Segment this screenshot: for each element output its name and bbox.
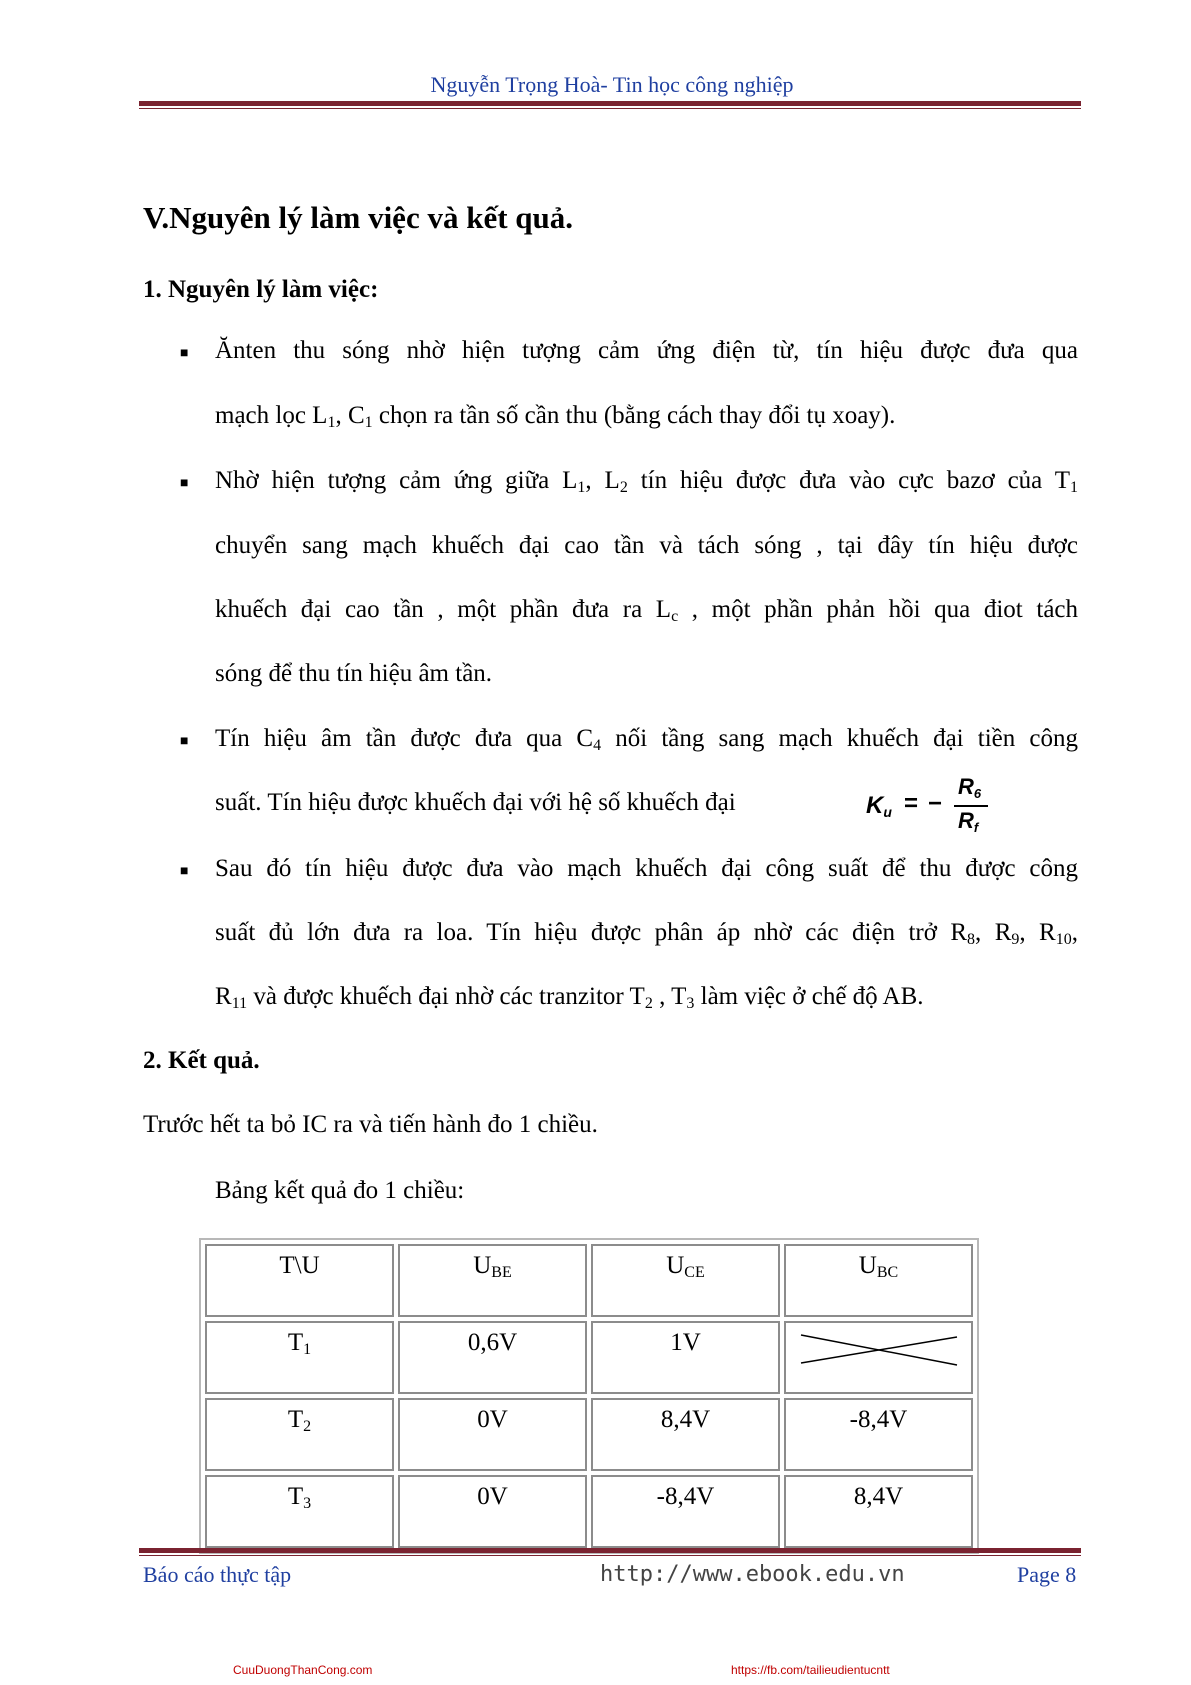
cell-transistor: $T_3$ bbox=[205, 1475, 394, 1548]
section-title: V.Nguyên lý làm việc và kết quả. bbox=[143, 200, 574, 235]
bullet-2-line-2: chuyển sang mạch khuếch đại cao tần và tách sóng , tại đây tín hiệu được bbox=[215, 532, 1078, 559]
paragraph-intro: Trước hết ta bỏ IC ra và tiến hành đo 1 chiều. bbox=[143, 1111, 598, 1138]
footer-rule-thick bbox=[139, 1548, 1081, 1553]
formula-fraction-bar bbox=[954, 805, 988, 807]
results-table bbox=[199, 1238, 979, 1554]
bullet-1-line-1: Ănten thu sóng nhờ hiện tượng cảm ứng điện từ, tín hiệu được đưa qua bbox=[215, 337, 1078, 364]
bullet-4-line-1: Sau đó tín hiệu được đưa vào mạch khuếch đại công suất để thu được công bbox=[215, 855, 1078, 882]
watermark-left[interactable]: CuuDuongThanCong.com bbox=[233, 1663, 373, 1677]
bullet-2-line-1: Nhờ hiện tượng cảm ứng giữa $L_1$, $L_2$ tín hiệu được đưa vào cực bazơ của $T_1$ bbox=[215, 467, 1078, 496]
header-cell-t-u: T\U bbox=[205, 1244, 394, 1317]
subsection-title-results: 2. Kết quả. bbox=[143, 1047, 260, 1074]
footer-rule-thin bbox=[139, 1555, 1081, 1556]
cell-ubc: 8,4V bbox=[784, 1475, 973, 1548]
cell-uce: -8,4V bbox=[591, 1475, 780, 1548]
table-row bbox=[205, 1398, 973, 1471]
formula-k: $K_u$ bbox=[866, 792, 892, 820]
cross-out-mark bbox=[799, 1329, 959, 1369]
bullet-2-line-3: khuếch đại cao tần , một phần đưa ra $L_c$ , một phần phản hồi qua điot tách bbox=[215, 596, 1079, 625]
bullet-4-line-2: suất đủ lớn đưa ra loa. Tín hiệu được phân áp nhờ các điện trở $R_8$, $R_9$, $R_{10}$, bbox=[215, 919, 1078, 948]
bullet-3-line-2: suất. Tín hiệu được khuếch đại với hệ số khuếch đại bbox=[215, 789, 736, 816]
bullet-2-line-4: sóng để thu tín hiệu âm tần. bbox=[215, 660, 493, 687]
bullet-3-line-1: Tín hiệu âm tần được đưa qua $C_4$ nối tầng sang mạch khuếch đại tiền công bbox=[215, 725, 1078, 754]
formula-equals: = bbox=[904, 790, 919, 817]
table-row bbox=[205, 1475, 973, 1548]
header-rule-thin bbox=[139, 108, 1081, 109]
header-cell-uce: $U_{CE}$ bbox=[591, 1244, 780, 1317]
formula-numerator: $R_6$ bbox=[958, 774, 982, 801]
footer-url[interactable]: http://www.ebook.edu.vn bbox=[600, 1562, 905, 1587]
header-cell-ubc: $U_{BC}$ bbox=[784, 1244, 973, 1317]
table-header-row bbox=[205, 1244, 973, 1317]
header-rule-thick bbox=[139, 101, 1081, 106]
cell-transistor: $T_1$ bbox=[205, 1321, 394, 1394]
subsection-title-principle: 1. Nguyên lý làm việc: bbox=[143, 276, 379, 303]
footer-page-number: Page 8 bbox=[1017, 1562, 1077, 1587]
table-row bbox=[205, 1321, 973, 1394]
gain-formula bbox=[866, 774, 996, 840]
bullet-1-line-2: mạch lọc $L_1$, $C_1$ chọn ra tần số cần thu (bằng cách thay đổi tụ xoay). bbox=[215, 402, 896, 431]
bullet-4-line-3: $R_{11}$ và được khuếch đại nhờ các tranzitor $T_2$ , $T_3$ làm việc ở chế độ AB. bbox=[215, 983, 924, 1012]
cell-ubc: -8,4V bbox=[784, 1398, 973, 1471]
watermark-right[interactable]: https://fb.com/tailieudientucntt bbox=[731, 1663, 890, 1677]
footer-report-title: Báo cáo thực tập bbox=[143, 1562, 292, 1587]
cell-transistor: $T_2$ bbox=[205, 1398, 394, 1471]
bullet-marker: ■ bbox=[180, 734, 189, 749]
cell-ube: 0,6V bbox=[398, 1321, 587, 1394]
cell-uce: 1V bbox=[591, 1321, 780, 1394]
cell-ube: 0V bbox=[398, 1398, 587, 1471]
formula-minus: − bbox=[928, 790, 943, 817]
cell-ube: 0V bbox=[398, 1475, 587, 1548]
table-caption: Bảng kết quả đo 1 chiều: bbox=[215, 1177, 465, 1204]
formula-denominator: $R_f$ bbox=[958, 808, 979, 835]
bullet-marker: ■ bbox=[180, 864, 189, 879]
page-header: Nguyễn Trọng Hoà- Tin học công nghiệp bbox=[430, 72, 794, 97]
bullet-marker: ■ bbox=[180, 346, 189, 361]
cell-uce: 8,4V bbox=[591, 1398, 780, 1471]
cell-ubc-crossed bbox=[784, 1321, 973, 1394]
header-cell-ube: $U_{BE}$ bbox=[398, 1244, 587, 1317]
bullet-marker: ■ bbox=[180, 476, 189, 491]
